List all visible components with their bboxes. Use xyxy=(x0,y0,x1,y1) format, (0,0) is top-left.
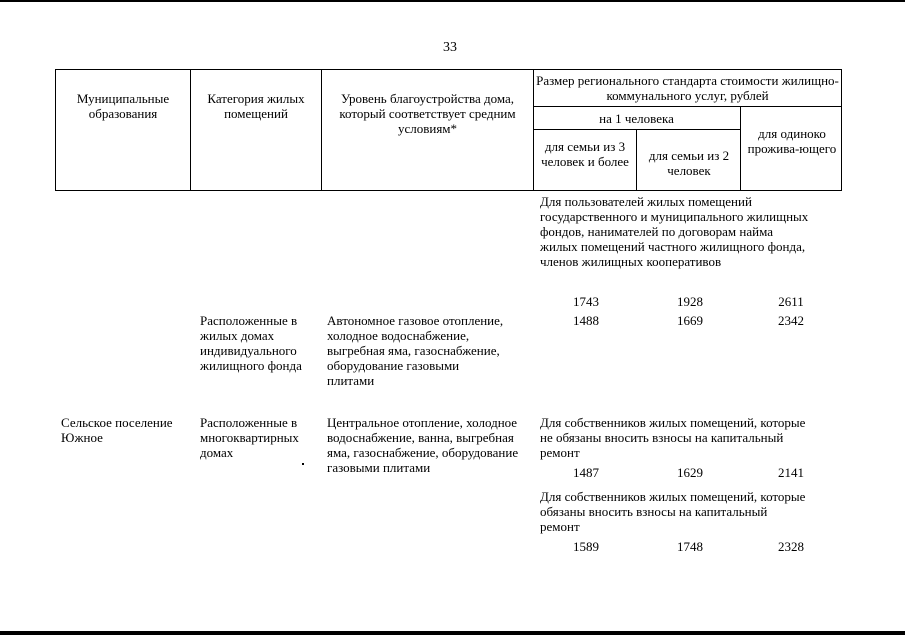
row3a-family3: 1487 xyxy=(573,465,599,480)
header-single: для одиноко прожива-ющего xyxy=(747,126,837,156)
row1-single: 2611 xyxy=(778,294,804,309)
row3-label-a: Для собственников жилых помещений, которые не обязаны вносить взносы на капитальный ремонт xyxy=(540,415,806,460)
col-border-6 xyxy=(841,69,842,191)
row1-family3: 1743 xyxy=(573,294,599,309)
bottom-border xyxy=(0,631,905,635)
header-municipal: Муниципальные образования xyxy=(76,91,170,121)
size-subheader-line xyxy=(533,106,842,107)
header-level: Уровень благоустройства дома, который соответствует средним условиям* xyxy=(339,91,516,136)
header-family2: для семьи из 2 человек xyxy=(648,148,730,178)
scan-speck xyxy=(302,463,304,465)
header-size-title: Размер регионального стандарта стоимости жилищно-коммунального услуг, рублей xyxy=(536,73,839,103)
row3-level: Центральное отопление, холодное водоснабжение, ванна, выгребная яма, газоснабжение, оборудование газовыми плитами xyxy=(327,415,519,475)
col-border-2 xyxy=(321,69,322,191)
row2-family2: 1669 xyxy=(677,313,703,328)
header-per-person: на 1 человека xyxy=(599,111,674,126)
col-border-4 xyxy=(636,129,637,191)
page-number: 33 xyxy=(443,40,457,55)
col-border-0 xyxy=(55,69,56,191)
row3b-family3: 1589 xyxy=(573,539,599,554)
row3-label-b: Для собственников жилых помещений, которые обязаны вносить взносы на капитальный ремонт xyxy=(540,489,806,534)
municipality-name: Сельское поселение Южное xyxy=(61,415,173,445)
row2-level: Автономное газовое отопление, холодное водоснабжение, выгребная яма, газоснабжение, оборудование газовыми плитами xyxy=(327,313,504,388)
header-family3: для семьи из 3 человек и более xyxy=(541,139,629,169)
row3a-single: 2141 xyxy=(778,465,804,480)
row2-single: 2342 xyxy=(778,313,804,328)
row2-category: Расположенные в жилых домах индивидуального жилищного фонда xyxy=(200,313,302,373)
row3a-family2: 1629 xyxy=(677,465,703,480)
row3-category: Расположенные в многоквартирных домах xyxy=(200,415,299,460)
row3b-family2: 1748 xyxy=(677,539,703,554)
col-border-3 xyxy=(533,69,534,191)
top-border xyxy=(0,0,905,2)
header-category: Категория жилых помещений xyxy=(207,91,305,121)
row2-family3: 1488 xyxy=(573,313,599,328)
table-top-line xyxy=(55,69,842,70)
group1-label: Для пользователей жилых помещений государственного и муниципального жилищных фондов, нанимателей по договорам найма жилых помещений частного жилищного фонда, членов жилищных кооперативов xyxy=(540,194,809,269)
row1-family2: 1928 xyxy=(677,294,703,309)
row3b-single: 2328 xyxy=(778,539,804,554)
table-header-bottom-line xyxy=(55,190,842,191)
col-border-5 xyxy=(740,106,741,191)
col-border-1 xyxy=(190,69,191,191)
